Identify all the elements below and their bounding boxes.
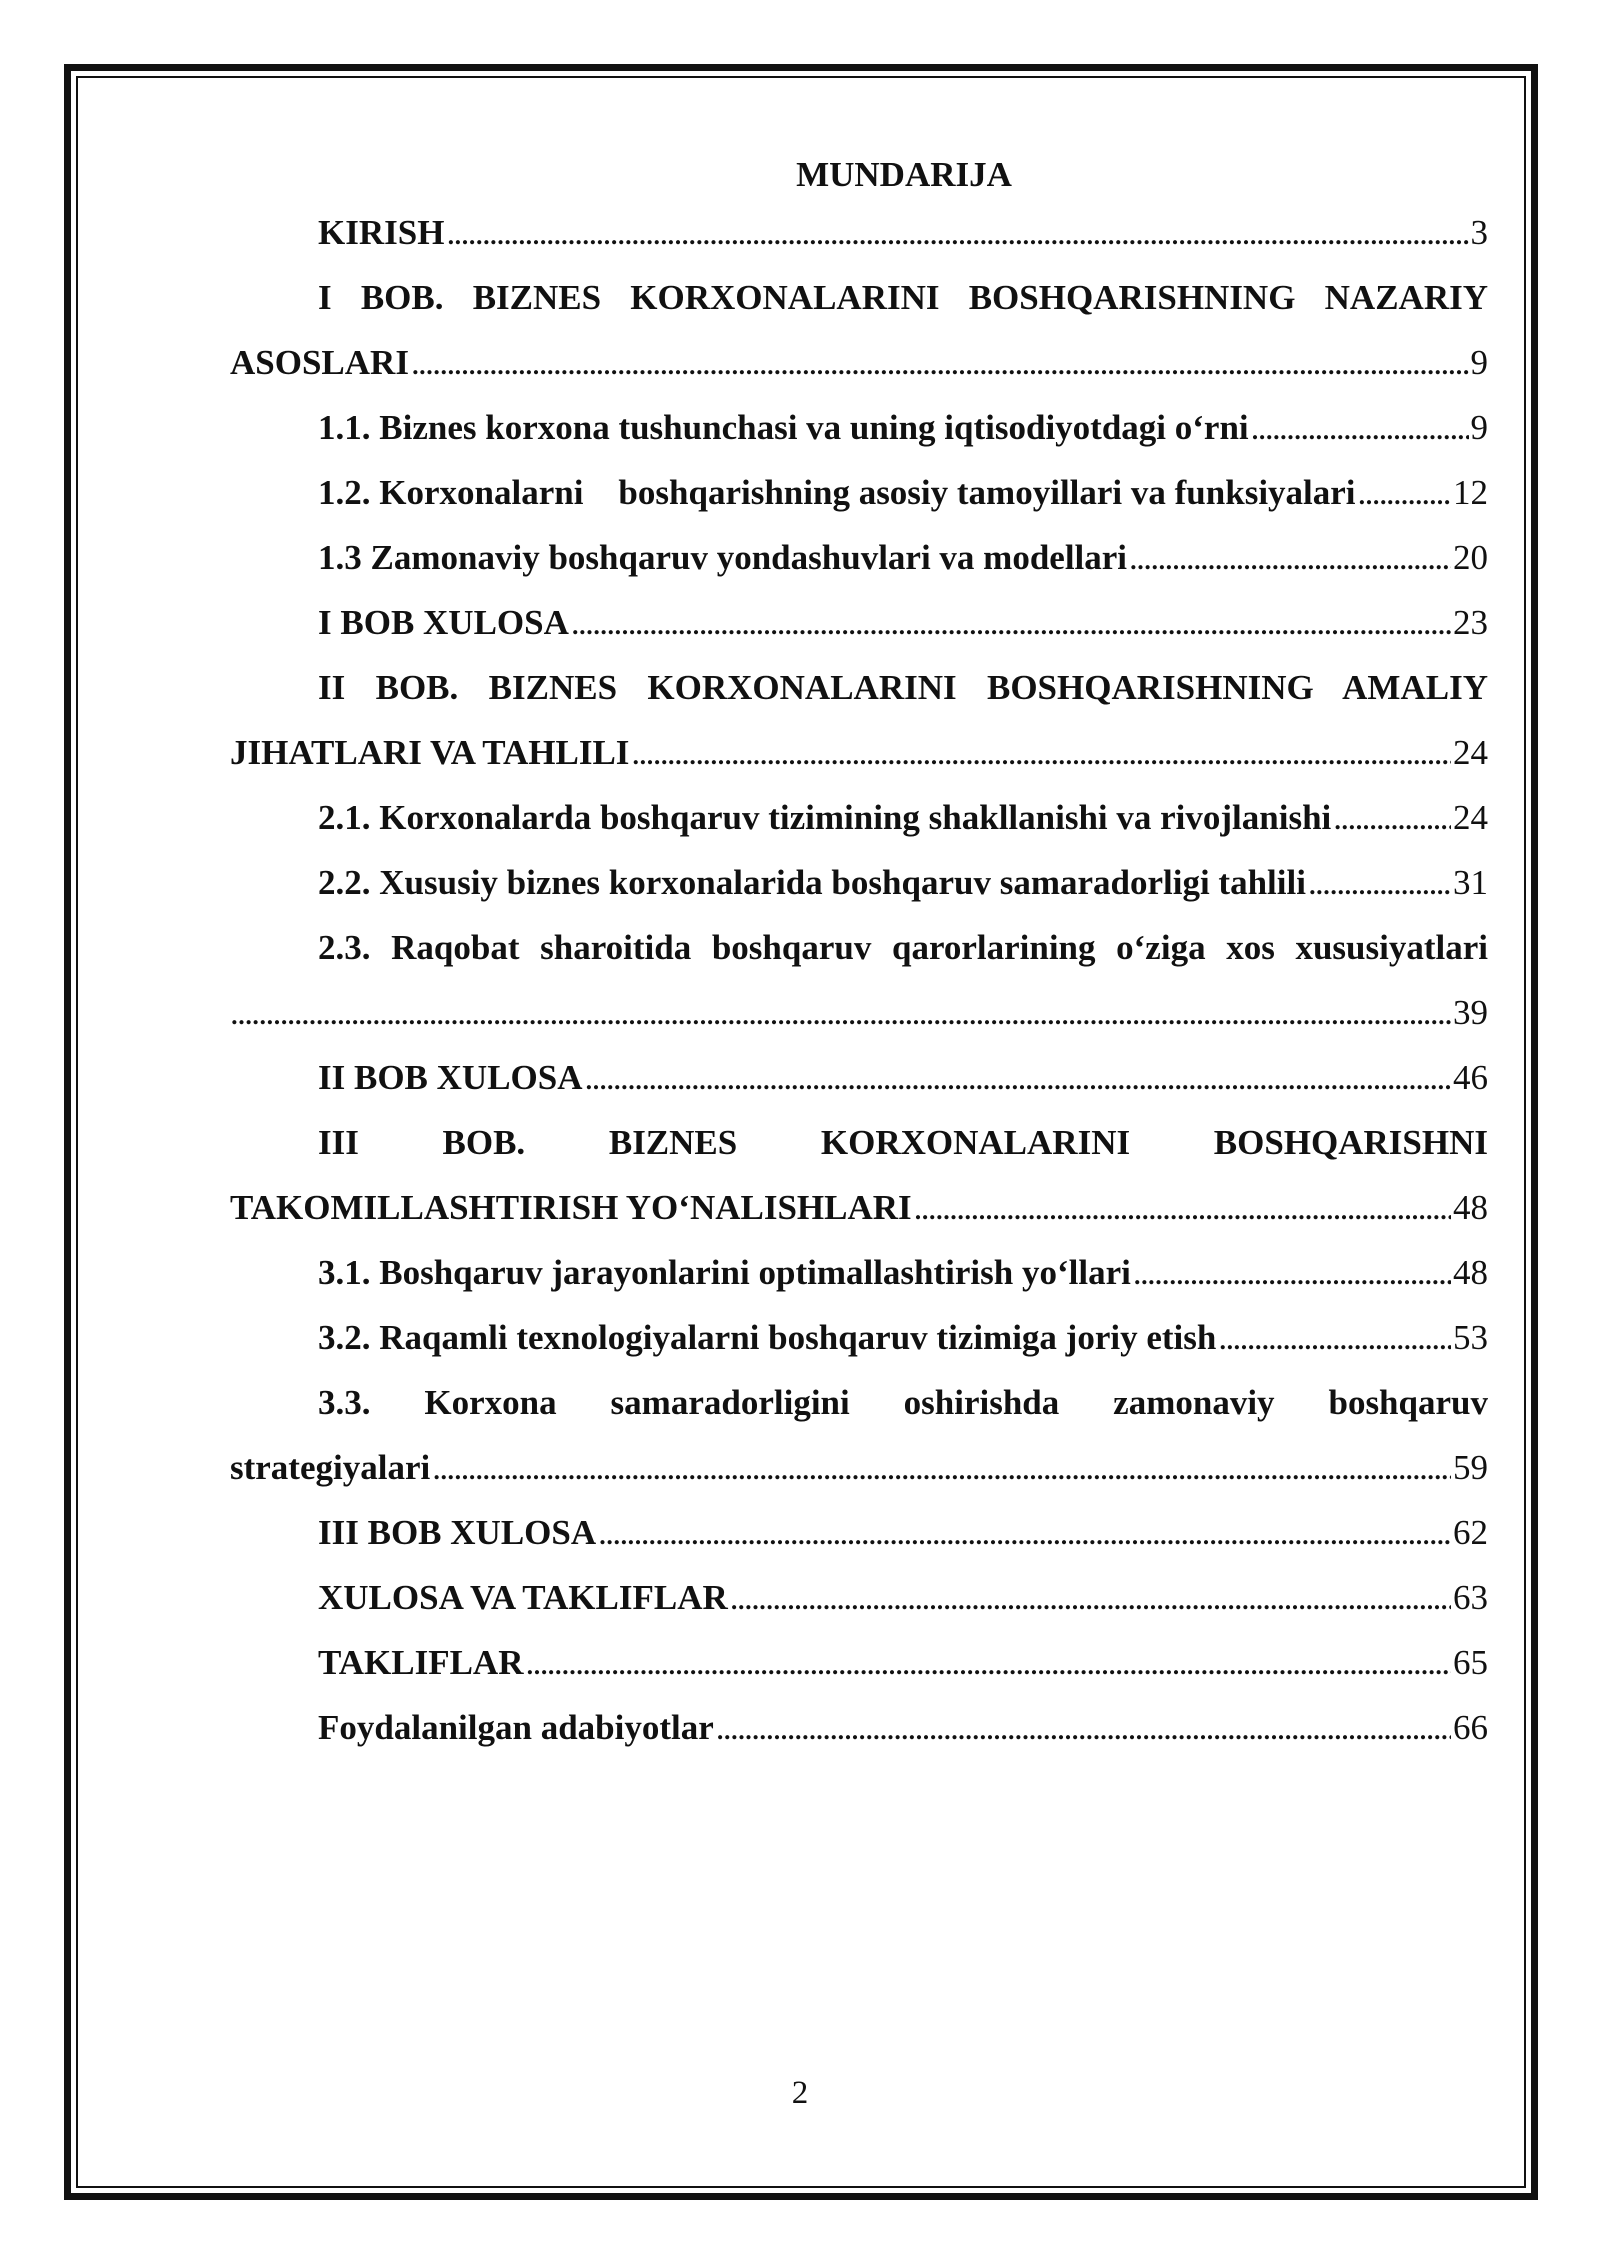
toc-chapter-3-line2[interactable] [230,1175,1488,1240]
toc-entry-xulosa-va-takliflar[interactable] [230,1565,1488,1630]
toc-entry-label: II BOB. BIZNES KORXONALARINI BOSHQARISHNING AMALIY [318,668,1488,707]
toc-entry-page: 62 [1453,1513,1488,1552]
toc-entry-1-3[interactable] [230,525,1488,590]
toc-entry-label: strategiyalari [230,1448,431,1487]
toc-entry-label: 2.2. Xususiy biznes korxonalarida boshqaruv samaradorligi tahlili [318,863,1306,902]
toc-entry-label: 1.2. Korxonalarni boshqarishning asosiy tamoyillari va funksiyalari [318,473,1356,512]
toc-entry-kirish[interactable] [230,200,1488,265]
toc-entry-adabiyotlar[interactable] [230,1695,1488,1760]
toc-entry-label: TAKLIFLAR [318,1643,524,1682]
toc-chapter-1-line1[interactable] [230,265,1488,330]
dot-leader [631,720,1451,785]
toc-entry-page: 59 [1453,1448,1488,1487]
dot-leader [1308,850,1451,915]
toc-entry-3-3-line2[interactable] [230,1435,1488,1500]
toc-entry-label: 1.3 Zamonaviy boshqaruv yondashuvlari va modellari [318,538,1128,577]
toc-entry-label: I BOB. BIZNES KORXONALARINI BOSHQARISHNING NAZARIY [318,278,1488,317]
toc-chapter-3-line1[interactable] [230,1110,1488,1175]
toc-chapter-2-line1[interactable] [230,655,1488,720]
toc-entry-page: 53 [1453,1318,1488,1357]
toc-entry-page: 3 [1470,213,1488,252]
dot-leader [411,330,1469,395]
toc-entry-label: 3.2. Raqamli texnologiyalarni boshqaruv tizimiga joriy etish [318,1318,1217,1357]
toc-entry-3-3-line1[interactable] [230,1370,1488,1435]
dot-leader [1333,785,1451,850]
toc-entry-page: 24 [1453,733,1488,772]
toc-entry-label: 1.1. Biznes korxona tushunchasi va uning iqtisodiyotdagi o‘rni [318,408,1249,447]
toc-entry-label: 2.1. Korxonalarda boshqaruv tizimining shakllanishi va rivojlanishi [318,798,1332,837]
toc-entry-label: II BOB XULOSA [318,1058,583,1097]
toc-entry-label: KIRISH [318,213,445,252]
dot-leader [571,590,1451,655]
toc-title: MUNDARIJA [796,155,1012,194]
table-of-contents [230,150,1488,1760]
toc-chapter-1-line2[interactable] [230,330,1488,395]
toc-entry-page: 39 [1453,993,1488,1032]
toc-entry-1-1[interactable] [230,395,1488,460]
toc-entry-page: 9 [1470,408,1488,447]
toc-entry-xulosa-2[interactable] [230,1045,1488,1110]
toc-entry-label: TAKOMILLASHTIRISH YO‘NALISHLARI [230,1188,912,1227]
toc-entry-label: 2.3. Raqobat sharoitida boshqaruv qarorlarining o‘ziga xos xususiyatlari [318,928,1488,967]
toc-entry-3-2[interactable] [230,1305,1488,1370]
toc-entry-page: 31 [1453,863,1488,902]
toc-entry-page: 46 [1453,1058,1488,1097]
toc-entry-2-1[interactable] [230,785,1488,850]
toc-entry-page: 23 [1453,603,1488,642]
toc-entry-page: 12 [1453,473,1488,512]
toc-entry-label: ASOSLARI [230,343,409,382]
toc-entry-page: 9 [1470,343,1488,382]
toc-entry-label: JIHATLARI VA TAHLILI [230,733,630,772]
toc-entry-label: III BOB. BIZNES KORXONALARINI BOSHQARISHNI [318,1123,1488,1162]
dot-leader [914,1175,1451,1240]
toc-chapter-2-line2[interactable] [230,720,1488,785]
dot-leader [230,980,1451,1045]
dot-leader [526,1630,1452,1695]
toc-entry-1-2[interactable] [230,460,1488,525]
dot-leader [1129,525,1451,590]
toc-entry-label: Foydalanilgan adabiyotlar [318,1708,714,1747]
dot-leader [716,1695,1451,1760]
page-number: 2 [791,2075,809,2111]
dot-leader [730,1565,1451,1630]
dot-leader [432,1435,1451,1500]
toc-entry-label: XULOSA VA TAKLIFLAR [318,1578,728,1617]
dot-leader [1218,1305,1451,1370]
toc-entry-xulosa-3[interactable] [230,1500,1488,1565]
toc-entry-page: 20 [1453,538,1488,577]
toc-entry-page: 24 [1453,798,1488,837]
toc-entry-label: 3.1. Boshqaruv jarayonlarini optimallashtirish yo‘llari [318,1253,1131,1292]
toc-entry-page: 48 [1453,1253,1488,1292]
toc-entry-takliflar[interactable] [230,1630,1488,1695]
toc-entry-page: 66 [1453,1708,1488,1747]
dot-leader [1133,1240,1451,1305]
toc-entry-3-1[interactable] [230,1240,1488,1305]
toc-entry-label: III BOB XULOSA [318,1513,597,1552]
toc-entry-label: I BOB XULOSA [318,603,569,642]
toc-entry-2-3-line2[interactable] [230,980,1488,1045]
dot-leader [585,1045,1451,1110]
toc-entry-2-2[interactable] [230,850,1488,915]
toc-entry-page: 48 [1453,1188,1488,1227]
dot-leader [446,200,1468,265]
dot-leader [1251,395,1469,460]
toc-entry-page: 63 [1453,1578,1488,1617]
toc-entry-2-3-line1[interactable] [230,915,1488,980]
dot-leader [598,1500,1451,1565]
toc-entry-label: 3.3. Korxona samaradorligini oshirishda zamonaviy boshqaruv [318,1383,1488,1422]
toc-entry-page: 65 [1453,1643,1488,1682]
dot-leader [1358,460,1451,525]
toc-entry-xulosa-1[interactable] [230,590,1488,655]
